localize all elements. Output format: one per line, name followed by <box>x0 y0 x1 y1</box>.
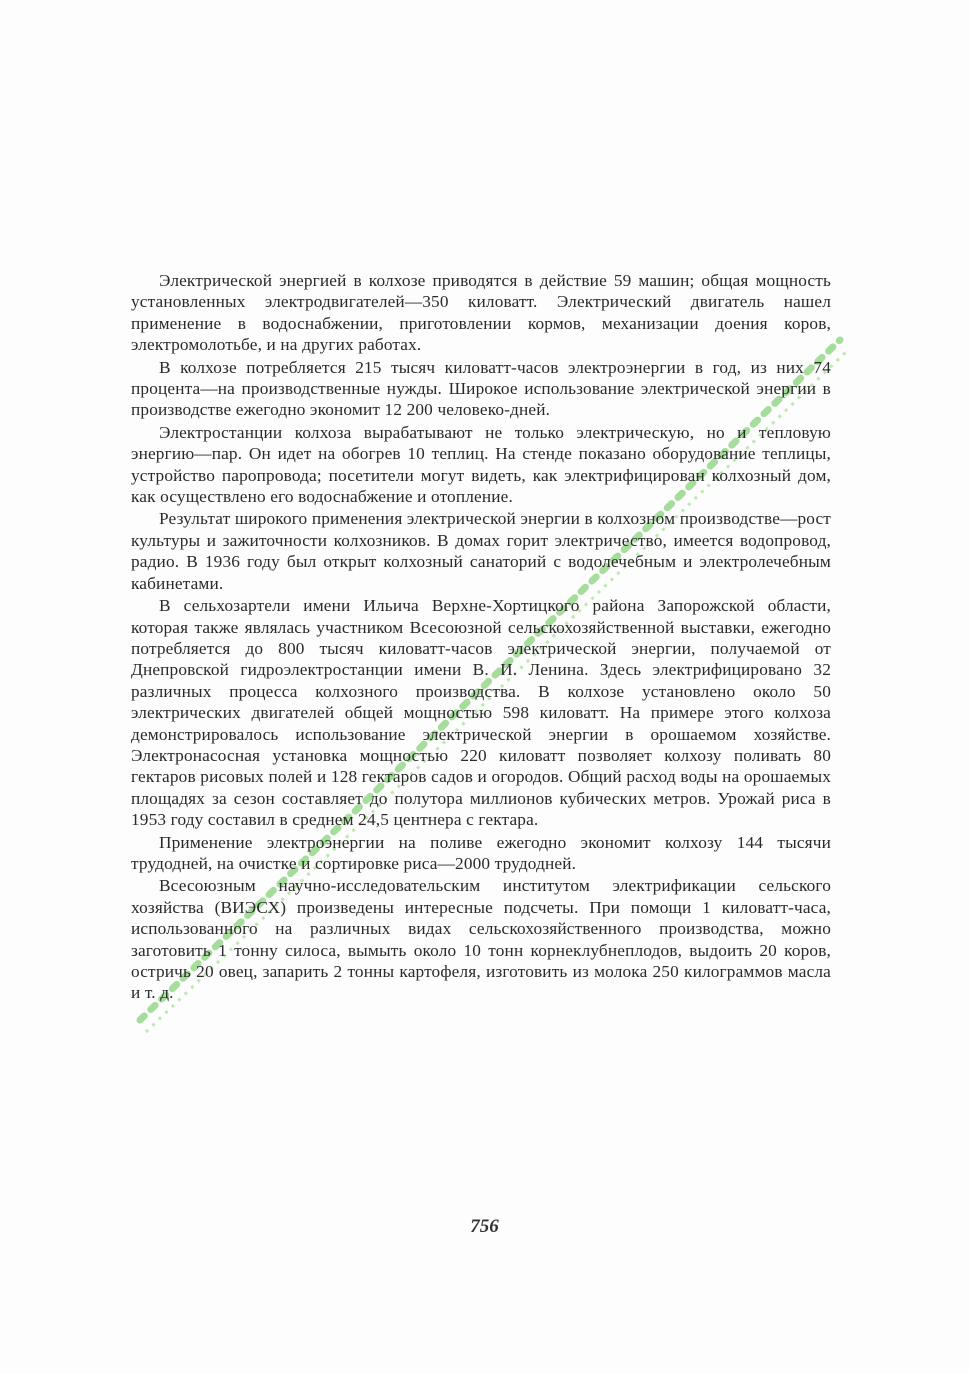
paragraph: Применение электроэнергии на поливе ежегодно экономит колхозу 144 тысячи трудодней, на очистке и сортировке риса—2000 трудодней. <box>131 832 831 873</box>
body-text <box>131 270 831 1005</box>
paragraph: Электрической энергией в колхозе приводятся в действие 59 машин; общая мощность установленных электродвигателей—350 киловатт. Электрический двигатель нашел применение в водоснабжении, приготовлении кормов, механизации доения коров, электромолотьбе, и на других работах. <box>131 271 831 355</box>
paragraph: В колхозе потребляется 215 тысяч киловатт-часов электроэнергии в год, из них 74 процента—на производственные нужды. Широкое использование электрической энергии в производстве ежегодно экономит 12 200 человеко-дней. <box>131 357 831 420</box>
page-number: 756 <box>470 1216 499 1237</box>
paragraph: В сельхозартели имени Ильича Верхне-Хортицкого района Запорожской области, которая также являлась участником Всесоюзной сельскохозяйственной выставки, ежегодно потребляется до 800 тысяч киловатт-часов электрической энергии, получаемой от Днепровской гидроэлектростанции имени В. И. Ленина. Здесь электрифицировано 32 различных процесса колхозного производства. В колхозе установлено около 50 электрических двигателей общей мощностью 598 киловатт. На примере этого колхоза демонстрировалось использование электрической энергии в орошаемом хозяйстве. Электронасосная установка мощностью 220 киловатт позволяет колхозу поливать 80 гектаров рисовых полей и 128 гектаров садов и огородов. Общий расход воды на орошаемых площадях за сезон составляет до полутора миллионов кубических метров. Урожай риса в 1953 году составил в среднем 24,5 центнера с гектара. <box>131 596 831 830</box>
paragraph: Результат широкого применения электрической энергии в колхозном производстве—рост культуры и зажиточности колхозников. В домах горит электричество, имеется водопровод, радио. В 1936 году был открыт колхозный санаторий с водолечебным и электролечебным кабинетами. <box>131 509 831 593</box>
paragraph: Электростанции колхоза вырабатывают не только электрическую, но и тепловую энергию—пар. Он идет на обогрев 10 теплиц. На стенде показано оборудование теплицы, устройство паропровода; посетители могут видеть, как электрифицирован колхозный дом, как осуществлено его водоснабжение и отопление. <box>131 422 831 507</box>
paragraph: Всесоюзным научно-исследовательским институтом электрификации сельского хозяйства (ВИЭСХ) произведены интересные подсчеты. При помощи 1 киловатт-часа, использованного на различных видах сельскохозяйственного производства, можно заготовить 1 тонну силоса, вымыть около 10 тонн корнеклубнеплодов, выдоить 20 коров, остричь 20 овец, запарить 2 тонны картофеля, изготовить из молока 250 килограммов масла и т. д. <box>131 876 831 1003</box>
